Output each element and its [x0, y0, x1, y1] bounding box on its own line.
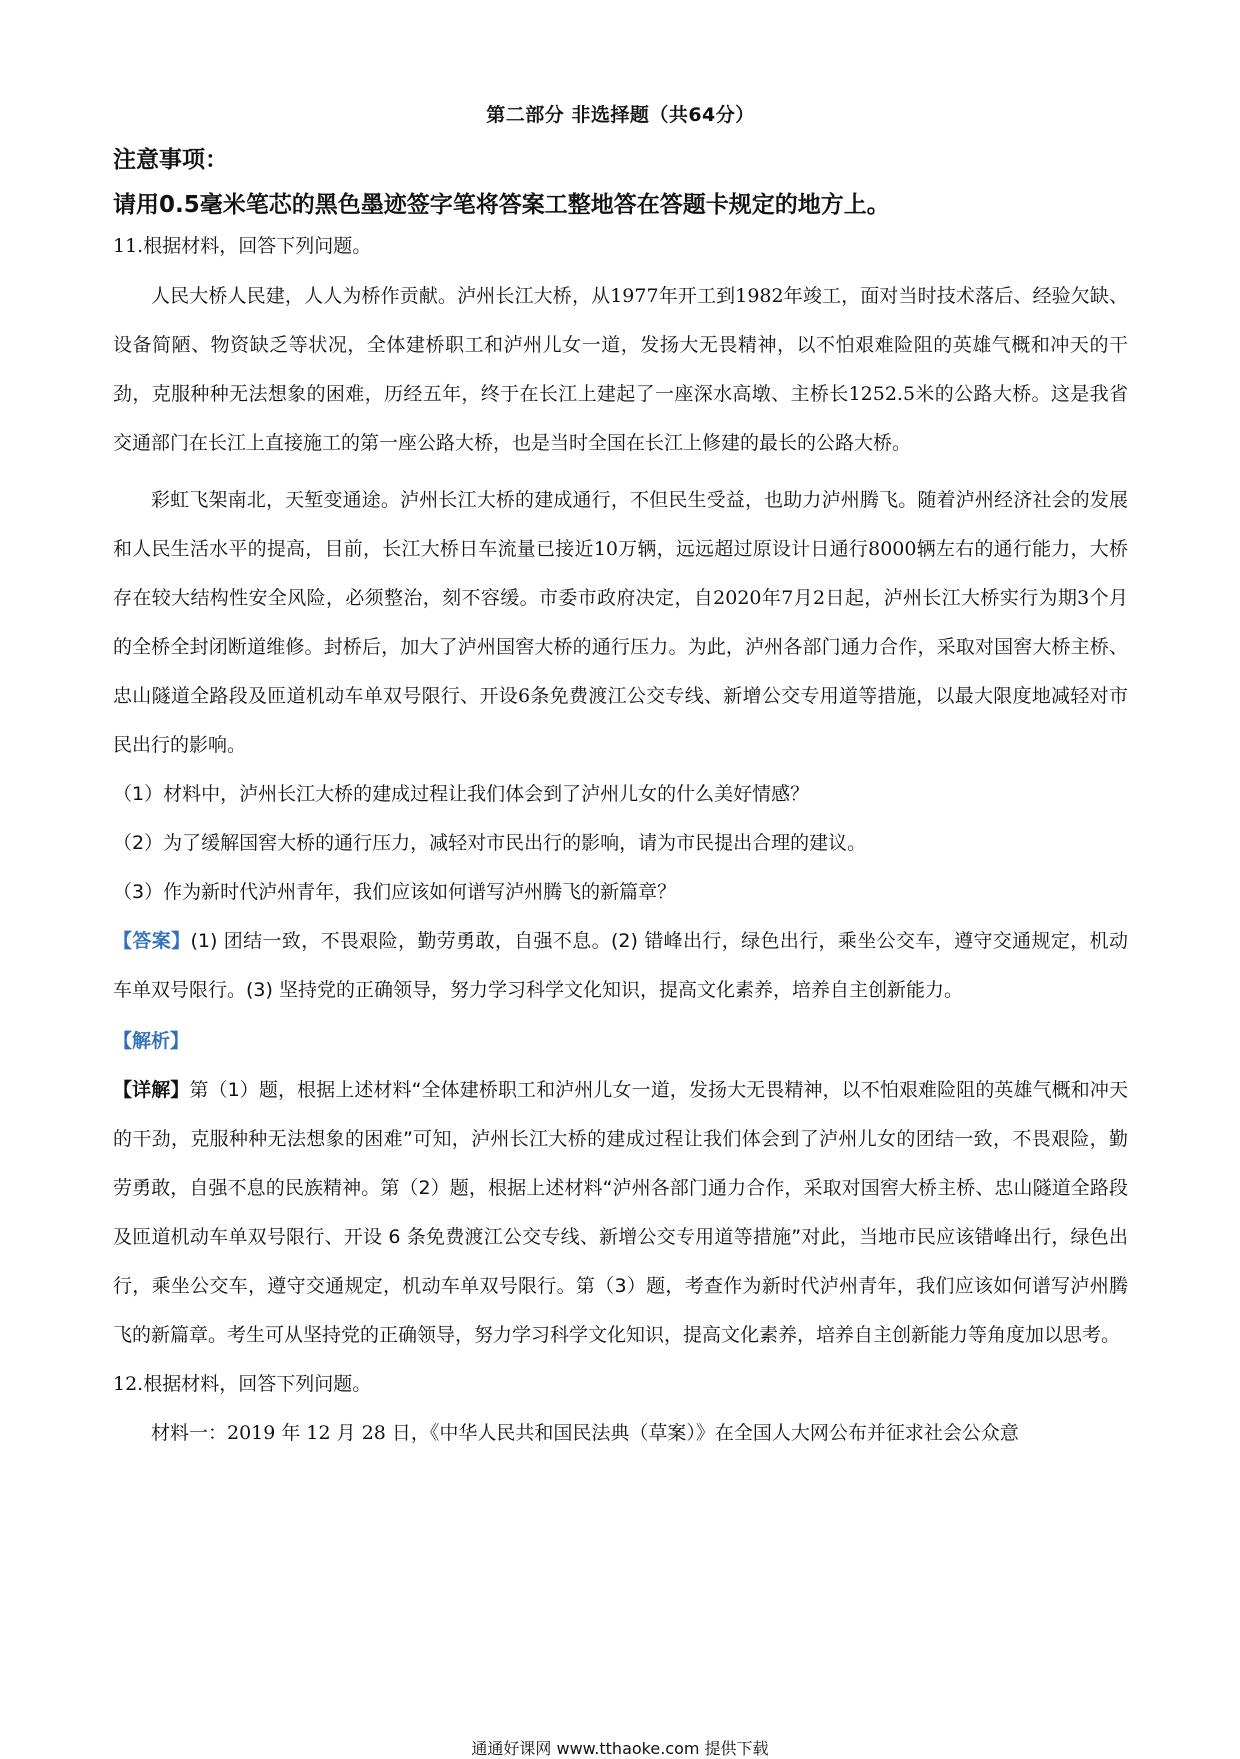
question-12-header: 12.根据材料，回答下列问题。: [113, 1373, 372, 1395]
answer-text: (1) 团结一致，不畏艰险，勤劳勇敢，自强不息。(2) 错峰出行，绿色出行，乘坐公交车，遵守交通规定，机动车单双号限行。(3) 坚持党的正确领导，努力学习科学文化知识，提高文化素养，培养自主创新能力。: [113, 930, 1128, 1001]
document-page: [113, 100, 1128, 1458]
detail-text: 第（1）题，根据上述材料“全体建桥职工和泸州儿女一道，发扬大无畏精神，以不怕艰难险阻的英雄气概和冲天的干劲，克服种种无法想象的困难”可知，泸州长江大桥的建成过程让我们体会到了泸州儿女的团结一致，不畏艰险，勤劳勇敢，自强不息的民族精神。第（2）题，根据上述材料“泸州各部门通力合作，采取对国窖大桥主桥、忠山隧道全路段及匝道机动车单双号限行、开设 6 条免费渡江公交专线、新增公交专用道等措施”对此，当地市民应该错峰出行，绿色出行，乘坐公交车，遵守交通规定，机动车单双号限行。第（3）题，考查作为新时代泸州青年，我们应该如何谱写泸州腾飞的新篇章。考生可从坚持党的正确领导，努力学习科学文化知识，提高文化素养，培养自主创新能力等角度加以思考。: [113, 1079, 1128, 1346]
q11-material-paragraph-1: 人民大桥人民建，人人为桥作贡献。泸州长江大桥，从1977年开工到1982年竣工，面对当时技术落后、经验欠缺、设备简陋、物资缺乏等状况，全体建桥职工和泸州儿女一道，发扬大无畏精神，以不怕艰难险阻的英雄气概和冲天的干劲，克服种种无法想象的困难，历经五年，终于在长江上建起了一座深水高墩、主桥长1252.5米的公路大桥。这是我省交通部门在长江上直接施工的第一座公路大桥，也是当时全国在长江上修建的最长的公路大桥。: [113, 285, 1128, 454]
analysis-tag-label: 【解析】: [113, 1030, 190, 1052]
q11-answer: [113, 917, 1128, 1015]
notice-body: 请用0.5毫米笔芯的黑色墨迹签字笔将答案工整地答在答题卡规定的地方上。: [113, 192, 890, 218]
question-11-header: 11.根据材料，回答下列问题。: [113, 235, 372, 257]
detail-tag: 【详解】: [113, 1079, 190, 1101]
footer-download-note: 通通好课网 www.tthaoke.com 提供下载: [471, 1739, 769, 1758]
q11-detail: [113, 1066, 1128, 1360]
q11-subquestion-2: （2）为了缓解国窖大桥的通行压力，减轻对市民出行的影响，请为市民提出合理的建议。: [113, 832, 867, 854]
q11-material-paragraph-2: 彩虹飞架南北，天堑变通途。泸州长江大桥的建成通行，不但民生受益，也助力泸州腾飞。随着泸州经济社会的发展和人民生活水平的提高，目前，长江大桥日车流量已接近10万辆，远远超过原设计日通行8000辆左右的通行能力，大桥存在较大结构性安全风险，必须整治，刻不容缓。市委市政府决定，自2020年7月2日起，泸州长江大桥实行为期3个月的全桥全封闭断道维修。封桥后，加大了泸州国窖大桥的通行压力。为此，泸州各部门通力合作，采取对国窖大桥主桥、忠山隧道全路段及匝道机动车单双号限行、开设6条免费渡江公交专线、新增公交专用道等措施，以最大限度地减轻对市民出行的影响。: [113, 489, 1128, 756]
q12-material-line: 材料一：2019 年 12 月 28 日，《中华人民共和国民法典（草案）》在全国人大网公布并征求社会公众意: [151, 1422, 1019, 1444]
section-title: 第二部分 非选择题（共64分）: [486, 104, 755, 126]
notice-heading: 注意事项：: [113, 147, 228, 173]
q11-subquestion-3: （3）作为新时代泸州青年，我们应该如何谱写泸州腾飞的新篇章？: [113, 881, 677, 903]
analysis-tag: [113, 1017, 1128, 1066]
answer-tag: 【答案】: [113, 930, 191, 952]
q11-subquestion-1: （1）材料中，泸州长江大桥的建成过程让我们体会到了泸州儿女的什么美好情感？: [113, 783, 810, 805]
